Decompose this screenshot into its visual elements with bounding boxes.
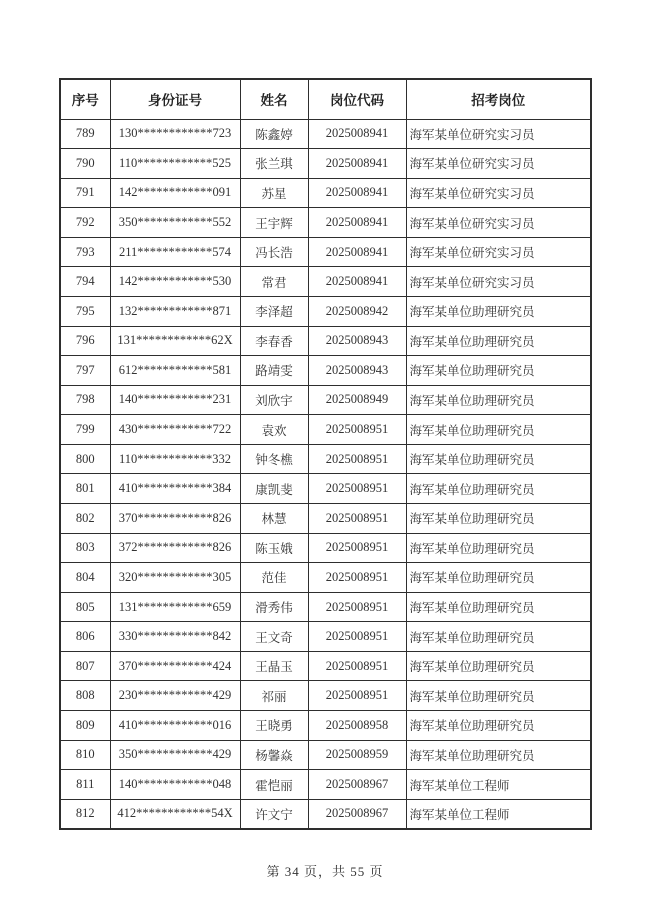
recruitment-roster-table [59,78,592,830]
cell-code: 2025008951 [308,592,406,622]
cell-code: 2025008951 [308,622,406,652]
cell-position: 海军某单位研究实习员 [406,149,591,179]
table-row [60,149,591,179]
table-row [60,563,591,593]
cell-code: 2025008941 [308,237,406,267]
cell-code: 2025008967 [308,770,406,800]
cell-name: 滑秀伟 [240,592,308,622]
table-row [60,356,591,386]
cell-code: 2025008941 [308,267,406,297]
cell-position: 海军某单位助理研究员 [406,563,591,593]
cell-code: 2025008943 [308,356,406,386]
table-row [60,799,591,829]
cell-position: 海军某单位助理研究员 [406,444,591,474]
cell-name: 李泽超 [240,296,308,326]
cell-seq: 790 [60,149,110,179]
cell-id: 372************826 [110,533,240,563]
table-row [60,178,591,208]
cell-id: 211************574 [110,237,240,267]
cell-seq: 811 [60,770,110,800]
page-number-footer: 第 34 页，共 55 页 [266,864,384,879]
cell-name: 王晓勇 [240,711,308,741]
cell-code: 2025008941 [308,178,406,208]
cell-seq: 795 [60,296,110,326]
cell-id: 142************091 [110,178,240,208]
table-row [60,533,591,563]
cell-name: 苏星 [240,178,308,208]
table-row [60,592,591,622]
cell-seq: 789 [60,119,110,149]
cell-id: 350************429 [110,740,240,770]
cell-code: 2025008949 [308,385,406,415]
cell-code: 2025008959 [308,740,406,770]
header-seq: 序号 [60,79,110,119]
cell-seq: 812 [60,799,110,829]
cell-id: 430************722 [110,415,240,445]
header-row [60,79,591,119]
cell-position: 海军某单位助理研究员 [406,681,591,711]
table-row [60,711,591,741]
cell-name: 许文宁 [240,799,308,829]
cell-id: 230************429 [110,681,240,711]
cell-name: 钟冬樵 [240,444,308,474]
cell-name: 范佳 [240,563,308,593]
cell-position: 海军某单位助理研究员 [406,474,591,504]
header-name: 姓名 [240,79,308,119]
cell-code: 2025008941 [308,119,406,149]
cell-name: 祁丽 [240,681,308,711]
cell-id: 320************305 [110,563,240,593]
table-row [60,326,591,356]
table-row [60,474,591,504]
cell-position: 海军某单位助理研究员 [406,740,591,770]
cell-code: 2025008941 [308,149,406,179]
header-id: 身份证号 [110,79,240,119]
cell-id: 110************332 [110,444,240,474]
table-row [60,770,591,800]
cell-seq: 800 [60,444,110,474]
table-row [60,651,591,681]
cell-id: 370************424 [110,651,240,681]
table-row [60,208,591,238]
cell-position: 海军某单位助理研究员 [406,385,591,415]
cell-name: 王文奇 [240,622,308,652]
cell-position: 海军某单位助理研究员 [406,415,591,445]
cell-position: 海军某单位工程师 [406,770,591,800]
cell-code: 2025008941 [308,208,406,238]
cell-id: 110************525 [110,149,240,179]
table-row [60,622,591,652]
cell-code: 2025008951 [308,474,406,504]
cell-position: 海军某单位研究实习员 [406,178,591,208]
cell-seq: 793 [60,237,110,267]
cell-seq: 797 [60,356,110,386]
cell-position: 海军某单位助理研究员 [406,651,591,681]
cell-code: 2025008967 [308,799,406,829]
cell-seq: 807 [60,651,110,681]
table-row [60,444,591,474]
table-body [60,119,591,829]
cell-name: 林慧 [240,504,308,534]
cell-name: 袁欢 [240,415,308,445]
cell-name: 刘欣宇 [240,385,308,415]
cell-position: 海军某单位研究实习员 [406,267,591,297]
cell-name: 王晶玉 [240,651,308,681]
cell-id: 131************659 [110,592,240,622]
cell-position: 海军某单位助理研究员 [406,296,591,326]
cell-seq: 801 [60,474,110,504]
cell-id: 140************231 [110,385,240,415]
table-row [60,681,591,711]
cell-position: 海军某单位研究实习员 [406,237,591,267]
table-row [60,237,591,267]
cell-id: 330************842 [110,622,240,652]
cell-seq: 810 [60,740,110,770]
cell-name: 李春香 [240,326,308,356]
cell-name: 张兰琪 [240,149,308,179]
cell-seq: 798 [60,385,110,415]
cell-code: 2025008951 [308,681,406,711]
cell-position: 海军某单位研究实习员 [406,208,591,238]
cell-position: 海军某单位助理研究员 [406,326,591,356]
cell-seq: 805 [60,592,110,622]
table-row [60,385,591,415]
cell-seq: 796 [60,326,110,356]
cell-seq: 808 [60,681,110,711]
cell-seq: 809 [60,711,110,741]
cell-code: 2025008951 [308,415,406,445]
cell-position: 海军某单位助理研究员 [406,356,591,386]
cell-name: 路靖雯 [240,356,308,386]
cell-code: 2025008951 [308,504,406,534]
cell-id: 350************552 [110,208,240,238]
cell-id: 612************581 [110,356,240,386]
table-row [60,504,591,534]
cell-name: 杨馨焱 [240,740,308,770]
cell-name: 康凯斐 [240,474,308,504]
cell-seq: 804 [60,563,110,593]
cell-position: 海军某单位助理研究员 [406,533,591,563]
cell-position: 海军某单位助理研究员 [406,592,591,622]
table-row [60,296,591,326]
table-row [60,740,591,770]
cell-id: 412************54X [110,799,240,829]
cell-seq: 799 [60,415,110,445]
cell-id: 140************048 [110,770,240,800]
cell-seq: 791 [60,178,110,208]
cell-position: 海军某单位工程师 [406,799,591,829]
cell-seq: 803 [60,533,110,563]
table-row [60,267,591,297]
header-position: 招考岗位 [406,79,591,119]
cell-name: 陈玉娥 [240,533,308,563]
cell-name: 冯长浩 [240,237,308,267]
table-row [60,415,591,445]
cell-position: 海军某单位助理研究员 [406,711,591,741]
cell-name: 陈鑫婷 [240,119,308,149]
cell-seq: 792 [60,208,110,238]
header-code: 岗位代码 [308,79,406,119]
cell-id: 370************826 [110,504,240,534]
cell-id: 131************62X [110,326,240,356]
cell-seq: 806 [60,622,110,652]
cell-position: 海军某单位助理研究员 [406,622,591,652]
cell-code: 2025008951 [308,651,406,681]
cell-id: 132************871 [110,296,240,326]
cell-code: 2025008958 [308,711,406,741]
cell-seq: 802 [60,504,110,534]
cell-id: 410************016 [110,711,240,741]
cell-id: 142************530 [110,267,240,297]
cell-seq: 794 [60,267,110,297]
table-header [60,79,591,119]
cell-code: 2025008942 [308,296,406,326]
cell-code: 2025008943 [308,326,406,356]
cell-code: 2025008951 [308,533,406,563]
cell-position: 海军某单位研究实习员 [406,119,591,149]
cell-name: 王宇辉 [240,208,308,238]
table-row [60,119,591,149]
cell-name: 霍恺丽 [240,770,308,800]
cell-code: 2025008951 [308,444,406,474]
cell-code: 2025008951 [308,563,406,593]
cell-id: 410************384 [110,474,240,504]
cell-position: 海军某单位助理研究员 [406,504,591,534]
cell-name: 常君 [240,267,308,297]
cell-id: 130************723 [110,119,240,149]
